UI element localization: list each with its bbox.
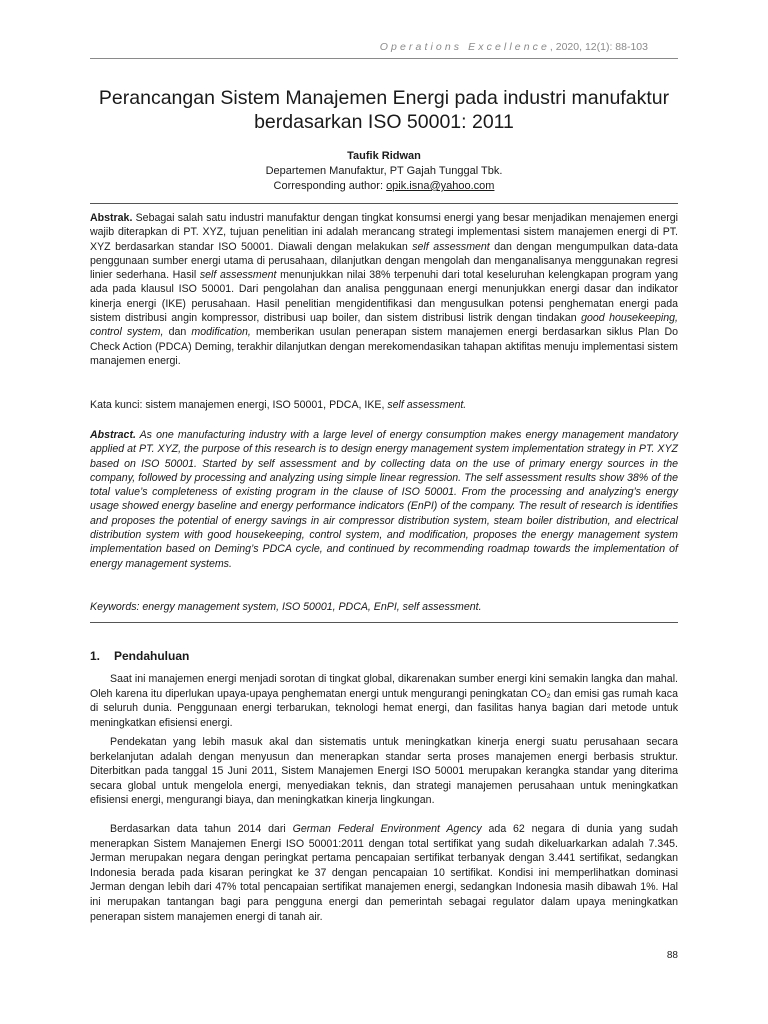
abstract-text: memberikan usulan penerapan sistem manajemen energi berdasarkan siklus Plan Do Check Action (PDCA) Deming, terakhir dilanjutkan dengan merekomendasikan tahapan aktifitas menuju implementasi sistem manajemen energi. [90, 326, 679, 367]
body-paragraph-2: Pendekatan yang lebih masuk akal dan sistematis untuk meningkatkan kinerja energi suatu perusahaan secara berkelanjutan adalah dengan menyusun dan menerapkan standar serta proses manajemen energi berbasis struktur. Diterbitkan pada tanggal 15 Juni 2011, Sistem Manajemen Energi ISO 50001 merupakan kerangka standar yang diterima secara global untuk mengelola energi, menyediakan teknis, dan strategi manajemen perusahaan untuk meningkatkan efisiensi energi, mengurangi biaya, dan meningkatkan kinerja lingkungan. [90, 736, 678, 807]
abstract-label: Abstrak. [90, 212, 133, 224]
corresponding-author [90, 179, 678, 194]
abstract-text: dan [163, 326, 192, 339]
journal-name: Operations Excellence [379, 41, 550, 53]
keywords-english: Keywords: energy management system, ISO 50001, PDCA, EnPI, self assessment. [90, 601, 482, 613]
paper-title: Perancangan Sistem Manajemen Energi pada industri manufaktur berdasarkan ISO 50001: 2011 [98, 87, 670, 133]
author-email-link[interactable]: opik.isna@yahoo.com [386, 180, 495, 192]
abstract-bottom-rule [90, 622, 678, 623]
abstract-en-text: As one manufacturing industry with a large level of energy consumption makes energy management mandatory applied at PT. XYZ, the purpose of this research is to design energy management system implementation strategy in PT. XYZ based on ISO 50001. Started by self assessment and by collecting data on the use of primary energy sources in the company, followed by processing and analyzing using simple linear regression. The self assessment results show 38% of the total value’s completeness of existing program in the clause of ISO 50001. From the processing and analyzing’s energy usage showed energy baseline and energy performance indicators (EnPI) of the company. The result of research is identifies and proposes the potential of energy savings in air compressor distribution system, steam boiler distribution, and electrical distribution system with good housekeeping, control system, and modification, proposes the energy management system implementation based on Deming’s PDCA cycle, and continued by recommending roadmap towards the implementation of energy management systems. [90, 429, 678, 570]
abstract-emphasis: modification, [191, 326, 251, 339]
abstract-indonesian [90, 211, 678, 368]
keywords-indonesian [90, 398, 678, 412]
running-head [380, 41, 648, 53]
section-heading [90, 649, 189, 663]
page-number: 88 [666, 950, 678, 961]
keywords-text: Kata kunci: sistem manajemen energi, ISO 50001, PDCA, IKE, [90, 399, 388, 411]
corresponding-label: Corresponding author: [273, 180, 387, 192]
author-name: Taufik Ridwan [347, 150, 421, 162]
abstract-top-rule [90, 203, 678, 204]
body-paragraph-1: Saat ini manajemen energi menjadi sorotan di tingkat global, dikarenakan sumber energi kini semakin langka dan mahal. Oleh karena itu diperlukan upaya-upaya penghematan energi untuk mengurangi peningkatan CO₂ dan emisi gas rumah kaca di seluruh dunia. Penggunaan energi terbarukan, teknologi hemat energi, dan fasilitas hanya bagian dari metode untuk meningkatkan efisiensi energi. [90, 673, 678, 729]
header-rule [90, 58, 678, 59]
section-title: Pendahuluan [114, 649, 190, 663]
abstract-text: dan dengan mengumpulkan data-data penggunaan sumber energi utama di perusahaan, dilanjutkan dengan mengolah dan menganalisanya menggunakan regresi linier sederhana. Hasil [90, 240, 678, 282]
abstract-english [90, 428, 678, 571]
abstract-emphasis: good housekeeping, control system, [90, 312, 678, 339]
section-number: 1. [90, 649, 101, 663]
abstract-emphasis: self assessment [199, 269, 277, 282]
abstract-emphasis: self assessment [412, 240, 490, 253]
abstract-text: menunjukkan nilai 38% terpenuhi dari total keseluruhan kelengkapan program yang ada pada klausul ISO 50001. Dari pengolahan dan analisa penggunaan energi menunjukkan energi dasar dan indikator kinerja energi (IKE) perusahaan. Hasil penelitian mengidentifikasi dan mengusulkan potensi penghematan energi pada sistem distribusi angin kompressor, distribusi uap boiler, dan sistem distribusi listrik dengan tindakan [90, 269, 679, 325]
body-text: Berdasarkan data tahun 2014 dari [110, 823, 293, 835]
abstract-text: Sebagai salah satu industri manufaktur dengan tingkat konsumsi energi yang besar menjadikan menajemen energi wajib diterapkan di PT. XYZ, tujuan penelitian ini adalah merancang strategi implementasi sistem manajemen energi di PT. XYZ berdasarkan standar ISO 50001. Diawali dengan melakukan [90, 212, 678, 253]
author-affiliation: Departemen Manufaktur, PT Gajah Tunggal Tbk. [265, 165, 503, 177]
body-emphasis: German Federal Environment Agency [292, 823, 482, 835]
body-text: ada 62 negara di dunia yang sudah menerapkan Sistem Manajemen Energi ISO 50001:2011 dengan total sertifikat yang sudah dikeluarkarkan adalah 7.345. Jerman merupakan negara dengan peringkat pertama pencapaian sertifikat terbanyak dengan 3.441 sertifikat, sedangkan Indonesia berada pada kisaran peringkat ke 37 dengan pencapaian 10 sertifikat. Kondisi ini memperlihatkan dominasi Jerman dengan lebih dari 47% total pencapaian sertifikat manajemen energi, sedangkan Indonesia masih dibawah 1%. Hal ini merupakan tantangan bagi para pengguna energi dan pemerintah sebagai regulator dalam upaya meningkatkan penerapan sistem manajemen energi di tanah air. [90, 823, 678, 923]
abstract-en-label: Abstract. [90, 429, 136, 441]
keywords-emphasis: self assessment. [387, 399, 467, 411]
journal-citation: , 2020, 12(1): 88-103 [549, 41, 648, 53]
body-paragraph-3 [90, 822, 678, 924]
